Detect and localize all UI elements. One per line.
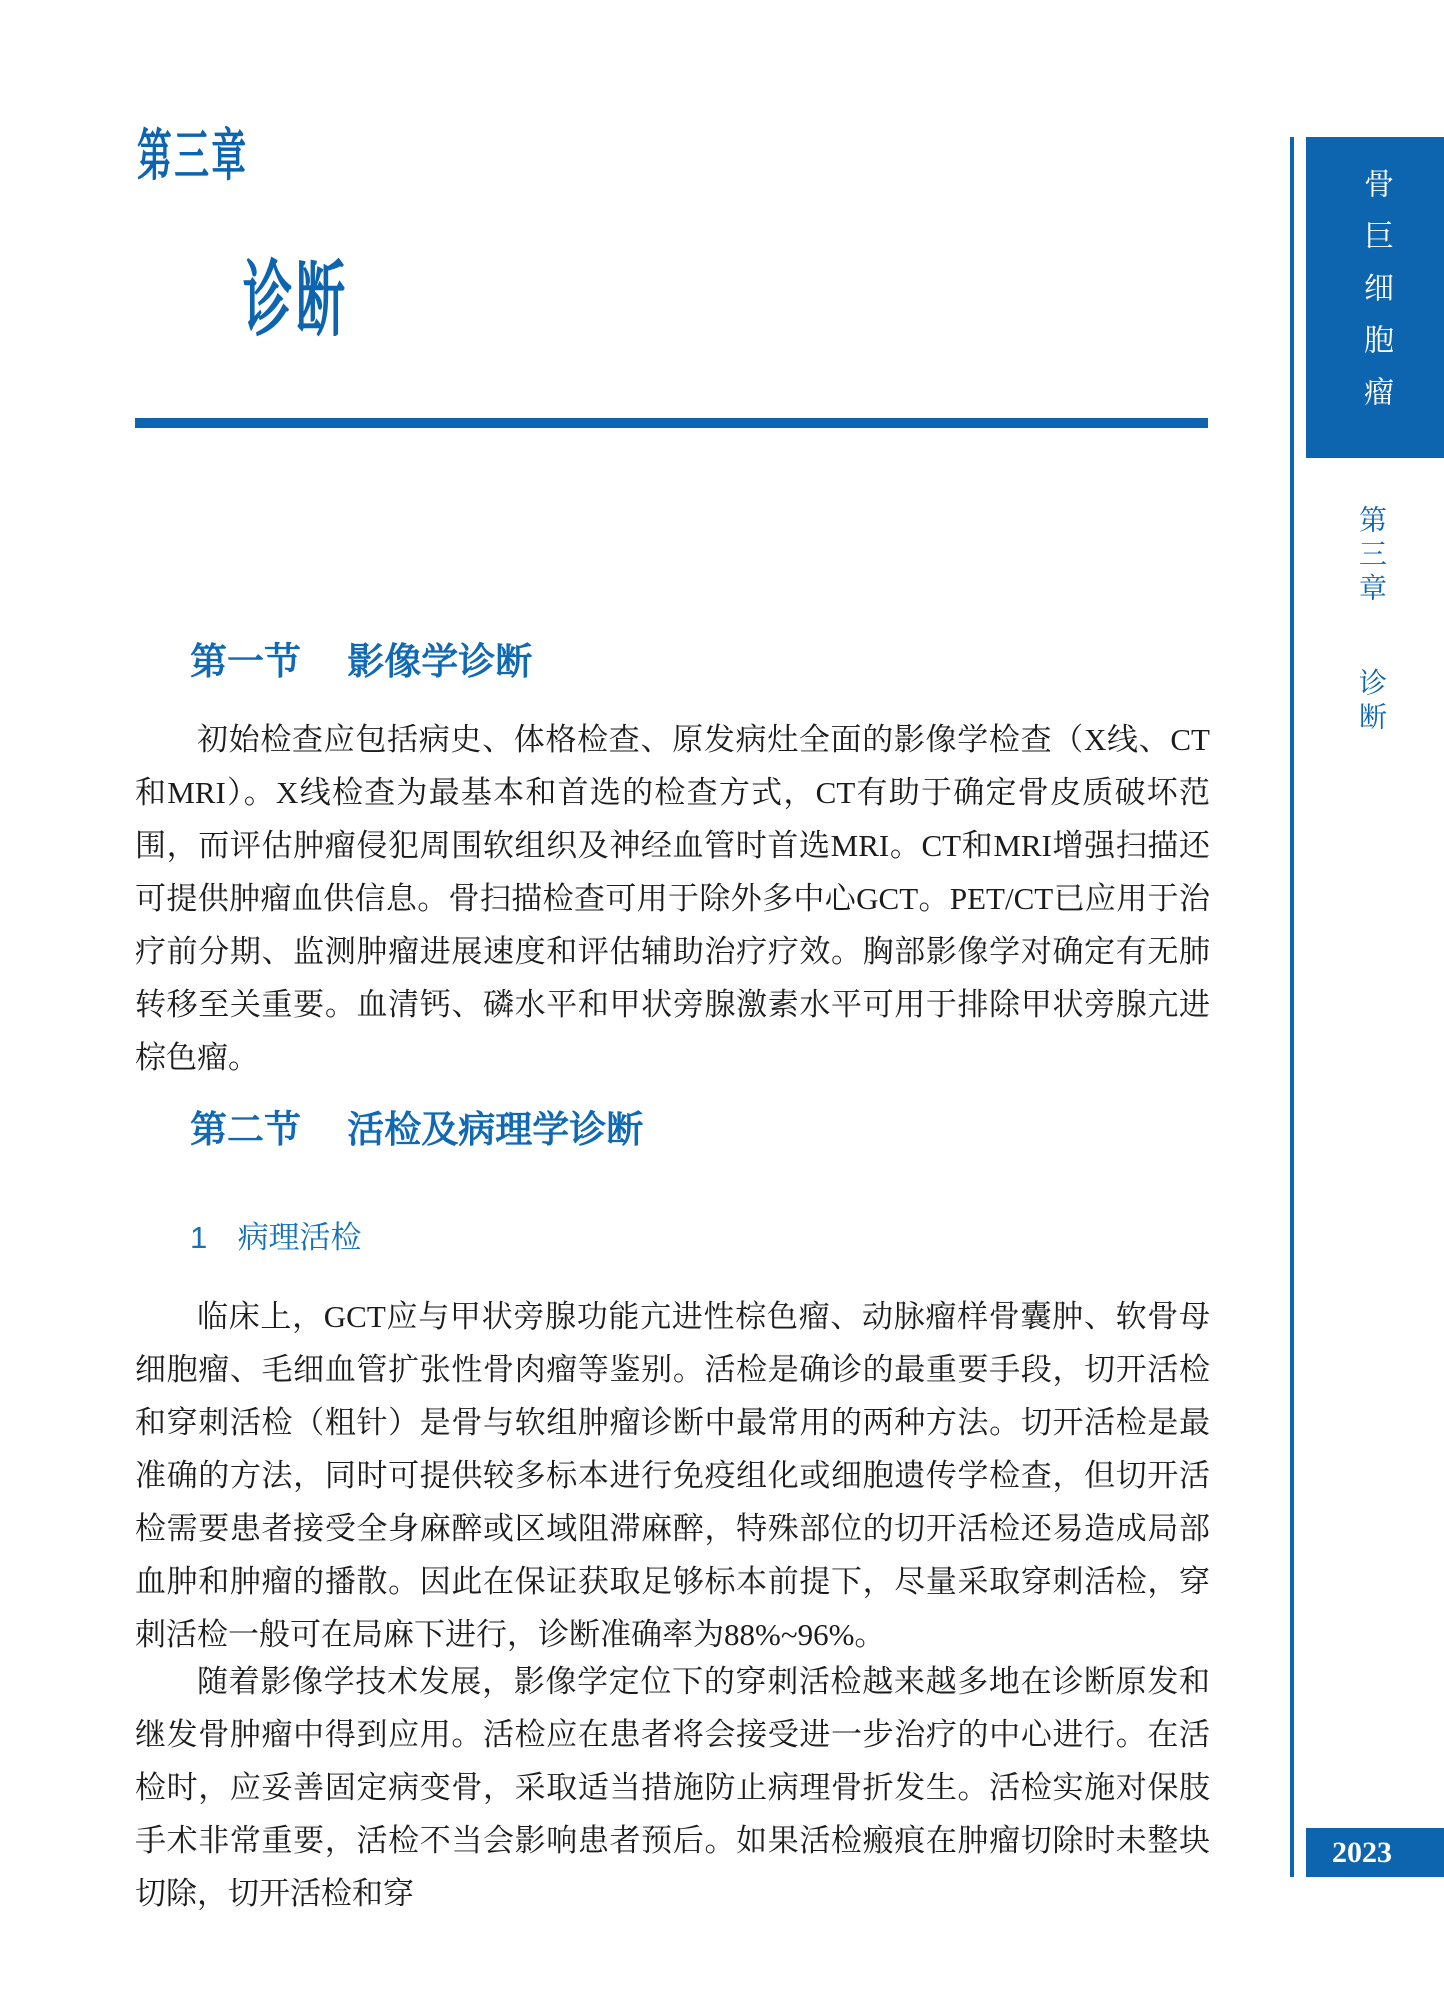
- sidebar-chapter-label: 第三章: [1355, 505, 1386, 607]
- paragraph-biopsy-practice: 随着影像学技术发展，影像学定位下的穿刺活检越来越多地在诊断原发和继发骨肿瘤中得到应用。活检应在患者将会接受进一步治疗的中心进行。在活检时，应妥善固定病变骨，采取适当措施防止病理骨折发生。活检实施对保肢手术非常重要，活检不当会影响患者预后。如果活检瘢痕在肿瘤切除时未整块切除，切开活检和穿: [135, 1664, 1210, 1911]
- sidebar-book-title-tab: [1306, 137, 1444, 458]
- sidebar-vertical-rule: [1290, 137, 1294, 1877]
- subsection-1-title: 病理活检: [237, 1220, 362, 1255]
- section-1-title: 影像学诊断: [347, 642, 533, 683]
- subsection-1-heading: [190, 1222, 362, 1253]
- chapter-number-label: 第三章: [137, 124, 249, 187]
- section-2-heading: [190, 1112, 643, 1149]
- paragraph-biopsy-methods: 临床上，GCT应与甲状旁腺功能亢进性棕色瘤、动脉瘤样骨囊肿、软骨母细胞瘤、毛细血管扩张性骨肉瘤等鉴别。活检是确诊的最重要手段，切开活检和穿刺活检（粗针）是骨与软组肿瘤诊断中最常用的两种方法。切开活检是最准确的方法，同时可提供较多标本进行免疫组化或细胞遗传学检查，但切开活检需要患者接受全身麻醉或区域阻滞麻醉，特殊部位的切开活检还易造成局部血肿和肿瘤的播散。因此在保证获取足够标本前提下，尽量采取穿刺活检，穿刺活检一般可在局麻下进行，诊断准确率为88%~96%。: [135, 1299, 1210, 1652]
- page-number: 2023: [1332, 1835, 1392, 1869]
- section-2-label: 第二节: [190, 1110, 301, 1151]
- section-2-title: 活检及病理学诊断: [347, 1110, 644, 1151]
- chapter-title: 诊断: [243, 255, 349, 346]
- page-number-box: [1306, 1828, 1444, 1877]
- sidebar-chapter-marker: [1346, 505, 1386, 736]
- subsection-1-number: 1: [190, 1220, 208, 1255]
- paragraph-imaging-diagnosis: 初始检查应包括病史、体格检查、原发病灶全面的影像学检查（X线、CT和MRI）。X线检查为最基本和首选的检查方式，CT有助于确定骨皮质破坏范围，而评估肿瘤侵犯周围软组织及神经血管时首选MRI。CT和MRI增强扫描还可提供肿瘤血供信息。骨扫描检查可用于除外多中心GCT。PET/CT已应用于治疗前分期、监测肿瘤进展速度和评估辅助治疗疗效。胸部影像学对确定有无肺转移至关重要。血清钙、磷水平和甲状旁腺激素水平可用于排除甲状旁腺亢进棕色瘤。: [135, 722, 1210, 1075]
- section-1-label: 第一节: [190, 642, 301, 683]
- sidebar-chapter-title: 诊断: [1355, 668, 1386, 736]
- section-1-heading: [190, 644, 532, 681]
- chapter-divider-rule: [135, 418, 1208, 428]
- sidebar-book-title-text: 骨巨细胞瘤: [1359, 167, 1392, 428]
